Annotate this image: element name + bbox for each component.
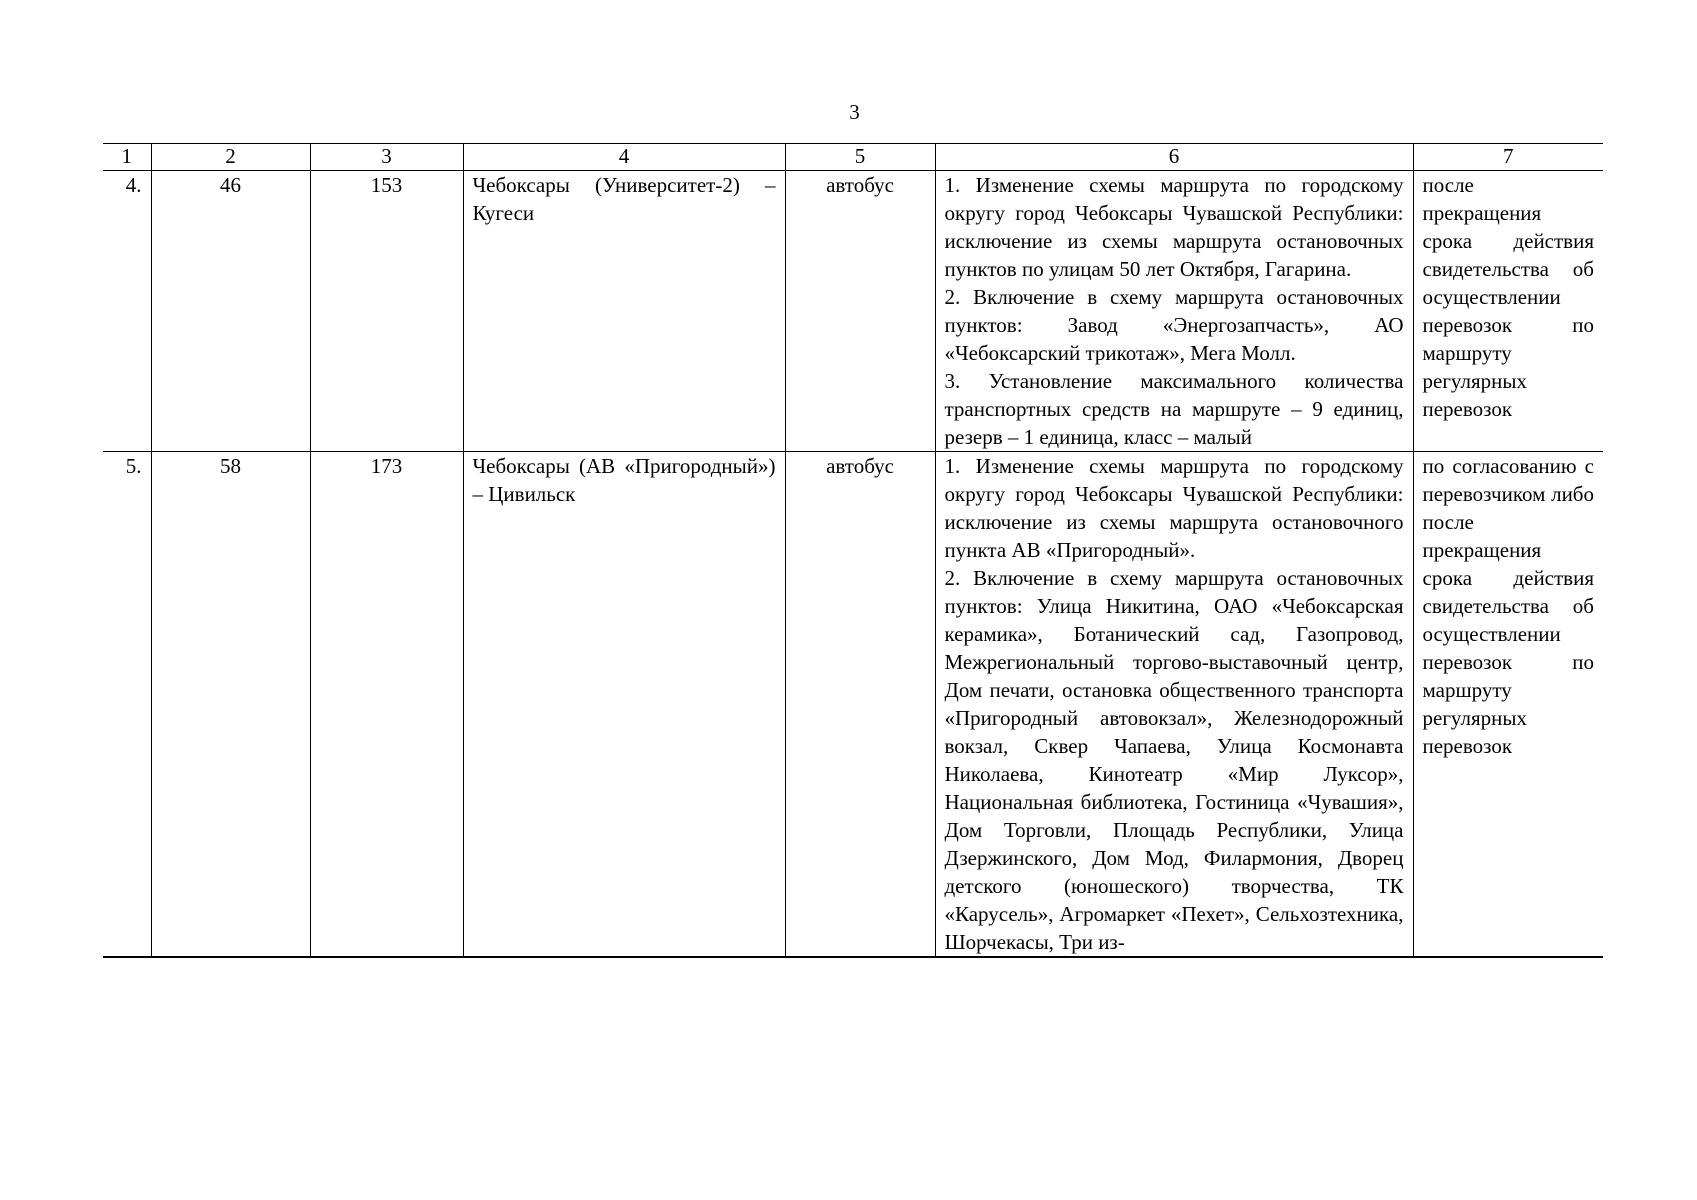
- page-number: 3: [849, 100, 860, 124]
- header-cell: 3: [310, 144, 463, 171]
- effective-date-cell: по согласованию с перевозчиком либо после прекращения срока действия свидетельства об осуществлении перевозок по маршруту регулярных перевозок: [1413, 452, 1603, 958]
- effective-date-cell: после прекращения срока действия свидетельства об осуществлении перевозок по маршруту регулярных перевозок: [1413, 171, 1603, 452]
- row-number-cell: 4.: [103, 171, 151, 452]
- table-row: [103, 452, 1603, 958]
- route-number-cell: 173: [310, 452, 463, 958]
- header-cell: 1: [103, 144, 151, 171]
- registry-number-cell: 46: [151, 171, 310, 452]
- changes-cell: [935, 171, 1413, 452]
- registry-number-cell: 58: [151, 452, 310, 958]
- changes-item: 1. Изменение схемы маршрута по городскому округу город Чебоксары Чувашской Республики: исключение из схемы маршрута остановочного пункта АВ «Пригородный».: [944, 454, 1404, 562]
- table-header-row: [103, 144, 1603, 171]
- header-cell: 5: [785, 144, 935, 171]
- route-number-cell: 153: [310, 171, 463, 452]
- table-row: [103, 171, 1603, 452]
- row-number-cell: 5.: [103, 452, 151, 958]
- changes-item: 3. Установление максимального количества транспортных средств на маршруте – 9 единиц, резерв – 1 единица, класс – малый: [944, 369, 1404, 449]
- changes-item: 2. Включение в схему маршрута остановочных пунктов: Завод «Энергозапчасть», АО «Чебоксарский трикотаж», Мега Молл.: [944, 285, 1404, 365]
- changes-item: 2. Включение в схему маршрута остановочных пунктов: Улица Никитина, ОАО «Чебоксарская керамика», Ботанический сад, Газопровод, Межрегиональный торгово-выставочный центр, Дом печати, остановка общественного транспорта «Пригородный автовокзал», Железнодорожный вокзал, Сквер Чапаева, Улица Космонавта Николаева, Кинотеатр «Мир Луксор», Национальная библиотека, Гостиница «Чувашия», Дом Торговли, Площадь Республики, Улица Дзержинского, Дом Мод, Филармония, Дворец детского (юношеского) творчества, ТК «Карусель», Агромаркет «Пехет», Сельхозтехника, Шорчекасы, Три из-: [944, 566, 1404, 954]
- routes-table: [103, 143, 1603, 958]
- vehicle-type-cell: автобус: [785, 452, 935, 958]
- header-cell: 4: [463, 144, 785, 171]
- vehicle-type-cell: автобус: [785, 171, 935, 452]
- header-cell: 7: [1413, 144, 1603, 171]
- header-cell: 2: [151, 144, 310, 171]
- changes-cell: [935, 452, 1413, 958]
- route-name-cell: Чебоксары (Университет-2) – Кугеси: [463, 171, 785, 452]
- header-cell: 6: [935, 144, 1413, 171]
- route-name-cell: Чебоксары (АВ «Пригородный») – Цивильск: [463, 452, 785, 958]
- changes-item: 1. Изменение схемы маршрута по городскому округу город Чебоксары Чувашской Республики: исключение из схемы маршрута остановочных пунктов по улицам 50 лет Октября, Гагарина.: [944, 173, 1404, 281]
